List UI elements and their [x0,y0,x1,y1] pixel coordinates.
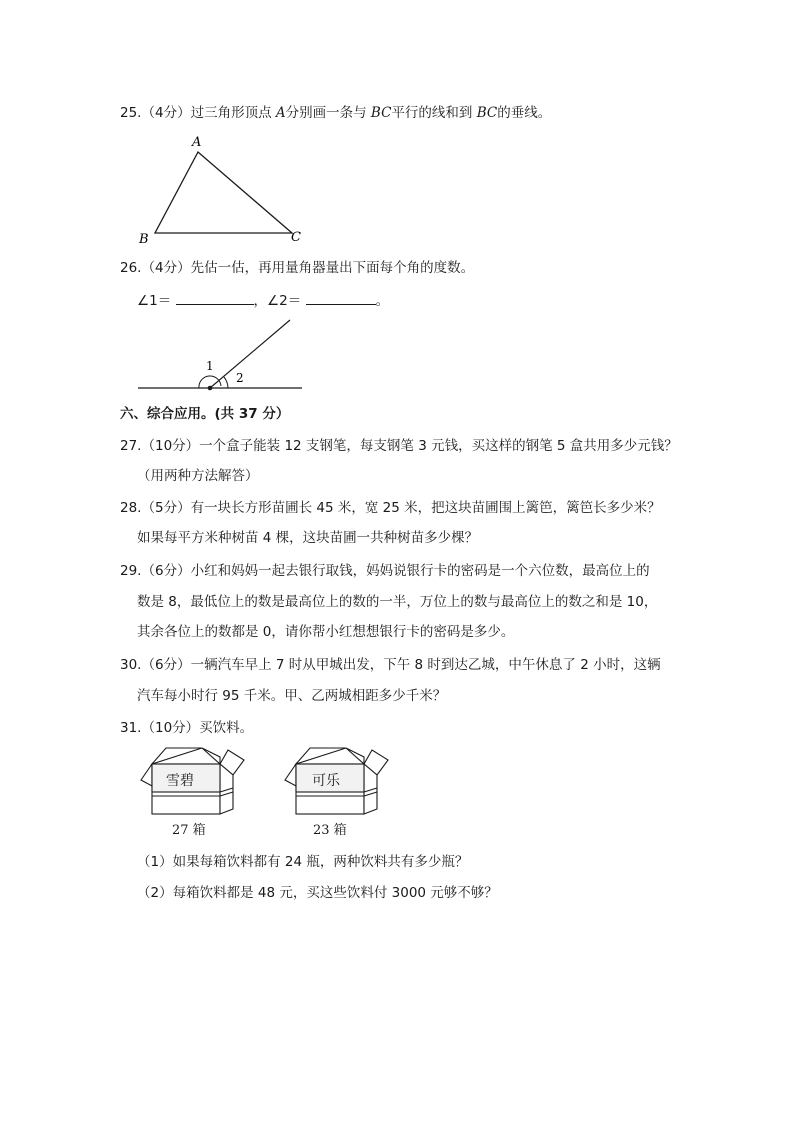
q28-score: （5分） [141,500,191,516]
q29-line3: 其余各位上的数都是 0，请你帮小红想想银行卡的密码是多少。 [137,624,515,640]
q25-vertex: A [275,105,286,121]
box1-label: 雪碧 [166,773,194,789]
q26-number: 26. [120,260,142,276]
q27-text1: 一个盒子能装 12 支钢笔，每支钢笔 3 元钱，买这样的钢笔 5 盒共用多少元钱？ [199,438,678,454]
q26-end: 。 [375,293,389,309]
q29-text1: 小红和妈妈一起去银行取钱，妈妈说银行卡的密码是一个六位数，最高位上的 [190,563,650,579]
q30-score: （6分） [141,657,191,673]
q25-number: 25. [120,105,142,121]
q29-score: （6分） [141,563,191,579]
box1-count: 27 箱 [172,823,206,838]
angle2-label: ∠2＝ [267,293,302,309]
q31-number: 31. [120,720,142,736]
q31-sub2: （2）每箱饮料都是 48 元，买这些饮料付 3000 元够不够？ [137,885,498,901]
q25-score: （4分） [141,105,191,121]
q31-score: （10分） [141,720,200,736]
q25-side2: BC [476,105,498,121]
q26-score: （4分） [141,260,191,276]
box2-label: 可乐 [312,773,340,789]
q31-text: 买饮料。 [199,720,254,736]
q25-text-a: 过三角形顶点 [190,105,276,121]
q27-score: （10分） [141,438,200,454]
angle1-label: ∠1＝ [137,293,172,309]
q25-side1: BC [370,105,392,121]
q30-line2: 汽车每小时行 95 千米。甲、乙两城相距多少千米？ [137,688,447,704]
q30-number: 30. [120,657,142,673]
label-b: B [139,232,149,247]
q30-text1: 一辆汽车早上 7 时从甲城出发，下午 8 时到达乙城，中午休息了 2 小时，这辆 [190,657,661,673]
q29-line2: 数是 8，最低位上的数是最高位上的数的一半，万位上的数与最高位上的数之和是 10， [137,594,658,610]
label-a: A [192,135,202,150]
q28-line2: 如果每平方米种树苗 4 棵，这块苗圃一共种树苗多少棵？ [137,530,479,546]
q31-sub1: （1）如果每箱饮料都有 24 瓶，两种饮料共有多少瓶？ [137,854,469,870]
q28-number: 28. [120,500,142,516]
angle-label-1: 1 [206,359,214,373]
label-c: C [291,230,301,245]
section-title: 六、综合应用。(共 37 分） [120,406,290,422]
q28-text1: 有一块长方形苗圃长 45 米，宽 25 米，把这块苗圃围上篱笆，篱笆长多少米？ [190,500,661,516]
angle-label-2: 2 [236,371,244,385]
q25-text-b: 分别画一条与 [285,105,371,121]
box2-count: 23 箱 [313,823,347,838]
q25-text-d: 的垂线。 [497,105,552,121]
q27-line2: （用两种方法解答） [137,468,259,484]
q27-number: 27. [120,438,142,454]
q26-separator: ， [253,293,267,309]
q26-prompt: 先估一估，再用量角器量出下面每个角的度数。 [190,260,475,276]
q25-text-c: 平行的线和到 [391,105,477,121]
q29-number: 29. [120,563,142,579]
